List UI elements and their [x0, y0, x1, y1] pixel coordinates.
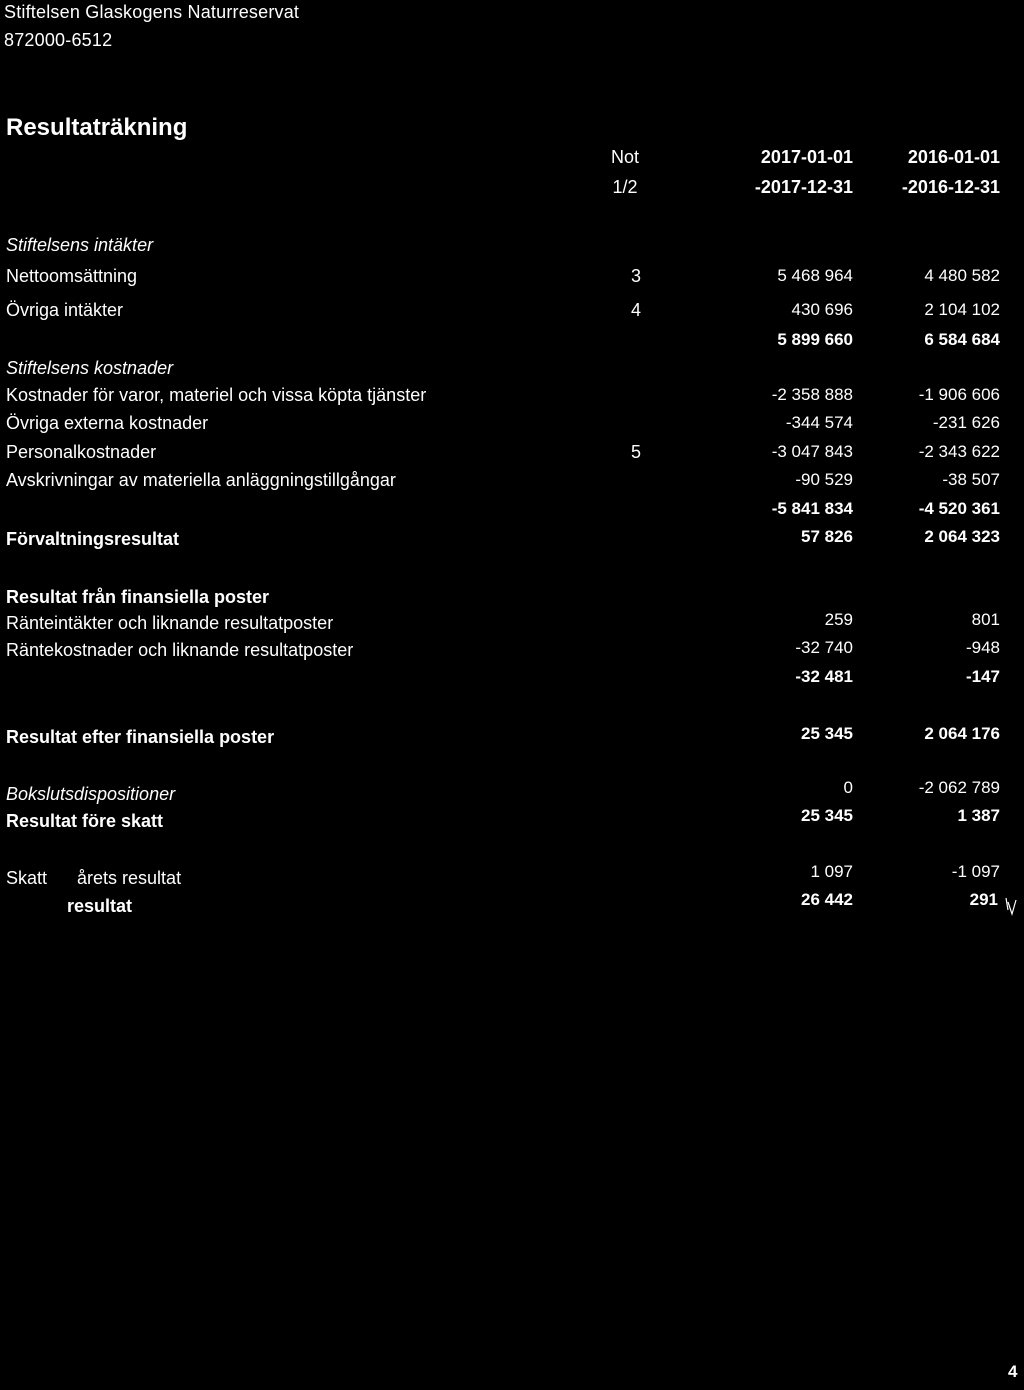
- page-title: Resultaträkning: [6, 114, 188, 141]
- section-heading-intakter: Stiftelsens intäkter: [6, 235, 154, 255]
- row-value-2017: 1 097: [810, 862, 853, 881]
- subtotal-value-2017: -5 841 834: [771, 499, 853, 518]
- row-value-2017: -90 529: [795, 470, 853, 489]
- row-label-bokslutsdispositioner: Bokslutsdispositioner: [6, 784, 176, 804]
- row-label: Nettoomsättning: [6, 266, 138, 286]
- subtotal-value-2017: 5 899 660: [777, 330, 853, 349]
- row-value-2017: 5 468 964: [777, 266, 853, 285]
- section-heading-finansiella: Resultat från finansiella poster: [6, 587, 270, 607]
- row-label-resultat-efter-finansiella: Resultat efter finansiella poster: [6, 727, 275, 747]
- row-value-2017: -32 740: [795, 638, 853, 657]
- row-label-forvaltningsresultat: Förvaltningsresultat: [6, 529, 180, 549]
- note-column-subheader: 1/2: [612, 177, 638, 197]
- organization-number: 872000-6512: [4, 30, 113, 50]
- row-value-2017: 57 826: [801, 527, 853, 546]
- row-value-2016: -231 626: [932, 413, 1000, 432]
- row-value-2017: 430 696: [791, 300, 853, 319]
- subtotal-value-2016: -4 520 361: [918, 499, 1000, 518]
- column-2017-start: 2017-01-01: [760, 147, 853, 167]
- column-2017-end: -2017-12-31: [754, 177, 853, 197]
- row-value-2016: 801: [971, 610, 1000, 629]
- row-value-2017: 25 345: [801, 806, 853, 825]
- row-value-2016: -948: [965, 638, 1000, 657]
- subtotal-value-2016: -147: [965, 667, 1000, 686]
- row-value-2016: -2 343 622: [918, 442, 1000, 461]
- row-note: 5: [630, 442, 641, 462]
- row-value-2016: -1 097: [951, 862, 1000, 881]
- row-label-skatt: Skatt årets resultat: [6, 868, 182, 888]
- row-value-2016: 4 480 582: [924, 266, 1000, 285]
- row-value-2017: 25 345: [801, 724, 853, 743]
- row-label: Räntekostnader och liknande resultatposter: [6, 640, 354, 660]
- organization-name: Stiftelsen Glaskogens Naturreservat: [4, 2, 300, 22]
- subtotal-value-2017: -32 481: [795, 667, 853, 686]
- row-value-2017: 0: [843, 778, 853, 797]
- row-note: 4: [630, 300, 641, 320]
- row-value-2017: 259: [824, 610, 853, 629]
- row-value-2017: 26 442: [801, 890, 853, 909]
- row-label: Avskrivningar av materiella anläggningstillgångar: [6, 470, 396, 490]
- page-number: 4: [1008, 1362, 1018, 1381]
- column-2016-end: -2016-12-31: [901, 177, 1000, 197]
- row-value-2016: 2 104 102: [924, 300, 1000, 319]
- row-value-2016: -2 062 789: [918, 778, 1000, 797]
- row-value-2017: -3 047 843: [771, 442, 853, 461]
- row-label: Övriga intäkter: [6, 300, 124, 320]
- row-note: 3: [630, 266, 641, 286]
- row-label-arets-resultat: resultat: [67, 896, 133, 916]
- row-value-2016: 2 064 176: [924, 724, 1000, 743]
- row-label: Övriga externa kostnader: [6, 413, 209, 433]
- row-label: Ränteintäkter och liknande resultatposter: [6, 613, 334, 633]
- row-value-2017: -344 574: [785, 413, 853, 432]
- column-2016-start: 2016-01-01: [907, 147, 1000, 167]
- initials-signature-mark: [1004, 896, 1018, 918]
- row-value-2016: 1 387: [957, 806, 1000, 825]
- row-value-2016: 291: [969, 890, 998, 909]
- row-value-2016: -1 906 606: [918, 385, 1000, 404]
- row-value-2017: -2 358 888: [771, 385, 853, 404]
- row-value-2016: -38 507: [942, 470, 1000, 489]
- note-column-header: Not: [610, 147, 639, 167]
- subtotal-value-2016: 6 584 684: [924, 330, 1000, 349]
- section-heading-kostnader: Stiftelsens kostnader: [6, 358, 174, 378]
- row-label-resultat-fore-skatt: Resultat före skatt: [6, 811, 164, 831]
- row-label: Personalkostnader: [6, 442, 157, 462]
- row-value-2016: 2 064 323: [924, 527, 1000, 546]
- row-label: Kostnader för varor, materiel och vissa köpta tjänster: [6, 385, 427, 405]
